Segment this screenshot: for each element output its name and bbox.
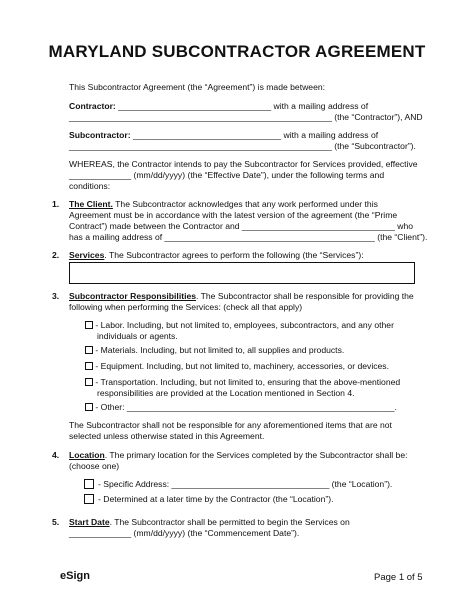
section-1-line2: Agreement must be in accordance with the latest version of the agreement (the “Prime: [69, 210, 398, 220]
later-location-checkbox[interactable]: [84, 494, 94, 504]
section-5-line1: [69, 517, 350, 528]
section-1-line3: Contract”) made between the Contractor and ________________________________ who: [69, 221, 414, 231]
section-3-line2: following when performing the Services: (check all that apply): [69, 302, 303, 312]
contractor-line2: _______________________________________________________ (the “Contractor”), AND: [69, 112, 423, 122]
materials-label: - Materials. Including, but not limited to, all supplies and products.: [93, 345, 345, 355]
labor-checkbox[interactable]: [85, 321, 93, 329]
section-3-note-line1: The Subcontractor shall not be responsible for any aforementioned items that are not: [69, 420, 392, 430]
section-3-line1: [69, 291, 414, 302]
section-4-line1-rest: . The primary location for the Services completed by the Subcontractor shall be:: [104, 450, 408, 460]
section-1-line1: [69, 199, 378, 210]
whereas-line3: conditions:: [69, 181, 111, 191]
section-1-heading: The Client.: [69, 199, 113, 209]
transportation-label-line2: responsibilities are provided at the Location mentioned in Section 4.: [97, 388, 355, 398]
labor-option: [85, 320, 394, 331]
materials-checkbox[interactable]: [85, 346, 93, 354]
whereas-line1: WHEREAS, the Contractor intends to pay the Subcontractor for Services provided, effective: [69, 159, 418, 169]
transportation-label: - Transportation. Including, but not limited to, ensuring that the above-mentioned: [93, 377, 401, 387]
subcontractor-line1-rest: _______________________________ with a mailing address of: [130, 130, 379, 140]
section-2-number: 2.: [52, 250, 60, 260]
other-label: - Other: ________________________________________________________.: [93, 402, 397, 412]
section-4-line1: [69, 450, 408, 461]
section-1-line4: has a mailing address of ____________________________________________ (the “Client”).: [69, 232, 428, 242]
section-4-number: 4.: [52, 450, 60, 460]
contractor-line: [69, 101, 368, 112]
subcontractor-label: Subcontractor:: [69, 130, 131, 140]
contractor-line1-rest: ________________________________ with a mailing address of: [115, 101, 369, 111]
specific-address-label: - Specific Address: _________________________________ (the “Location”).: [98, 479, 393, 489]
services-input-box[interactable]: [69, 262, 415, 284]
section-2-line1-rest: . The Subcontractor agrees to perform the following (the “Services”):: [104, 250, 364, 260]
whereas-line2: _____________ (mm/dd/yyyy) (the “Effective Date”), under the following terms and: [69, 170, 385, 180]
section-3-number: 3.: [52, 291, 60, 301]
other-option: [85, 402, 397, 413]
other-checkbox[interactable]: [85, 403, 93, 411]
later-location-label: - Determined at a later time by the Contractor (the “Location”).: [98, 494, 334, 504]
section-5-line2: _____________ (mm/dd/yyyy) (the “Commencement Date”).: [69, 528, 300, 538]
page-title: MARYLAND SUBCONTRACTOR AGREEMENT: [48, 42, 426, 61]
section-2-heading: Services: [69, 250, 105, 260]
equipment-option: [85, 361, 389, 372]
section-2-line1: [69, 250, 364, 261]
section-3-line1-rest: . The Subcontractor shall be responsible for providing the: [196, 291, 414, 301]
section-5-line1-rest: . The Subcontractor shall be permitted to begin the Services on: [109, 517, 350, 527]
section-4-heading: Location: [69, 450, 105, 460]
transportation-option: [85, 377, 400, 388]
page-number: Page 1 of 5: [374, 572, 423, 583]
labor-label-line2: individuals or agents.: [97, 331, 178, 341]
transportation-checkbox[interactable]: [85, 378, 93, 386]
intro-text: This Subcontractor Agreement (the “Agreement”) is made between:: [69, 82, 326, 92]
contractor-label: Contractor:: [69, 101, 116, 111]
section-3-heading: Subcontractor Responsibilities: [69, 291, 197, 301]
equipment-label: - Equipment. Including, but not limited to, machinery, accessories, or devices.: [93, 361, 389, 371]
section-5-heading: Start Date: [69, 517, 110, 527]
equipment-checkbox[interactable]: [85, 362, 93, 370]
labor-label: - Labor. Including, but not limited to, employees, subcontractors, and any other: [93, 320, 394, 330]
section-1-number: 1.: [52, 199, 60, 209]
esign-logo: eSign: [60, 570, 90, 582]
section-4-line2: (choose one): [69, 461, 120, 471]
section-1-line1-rest: The Subcontractor acknowledges that any work performed under this: [112, 199, 378, 209]
specific-address-checkbox[interactable]: [84, 479, 94, 489]
subcontractor-line2: _______________________________________________________ (the “Subcontractor”).: [69, 141, 416, 151]
materials-option: [85, 345, 344, 356]
section-5-number: 5.: [52, 517, 60, 527]
subcontractor-line: [69, 130, 378, 141]
section-3-note-line2: selected unless otherwise stated in this Agreement.: [69, 431, 265, 441]
